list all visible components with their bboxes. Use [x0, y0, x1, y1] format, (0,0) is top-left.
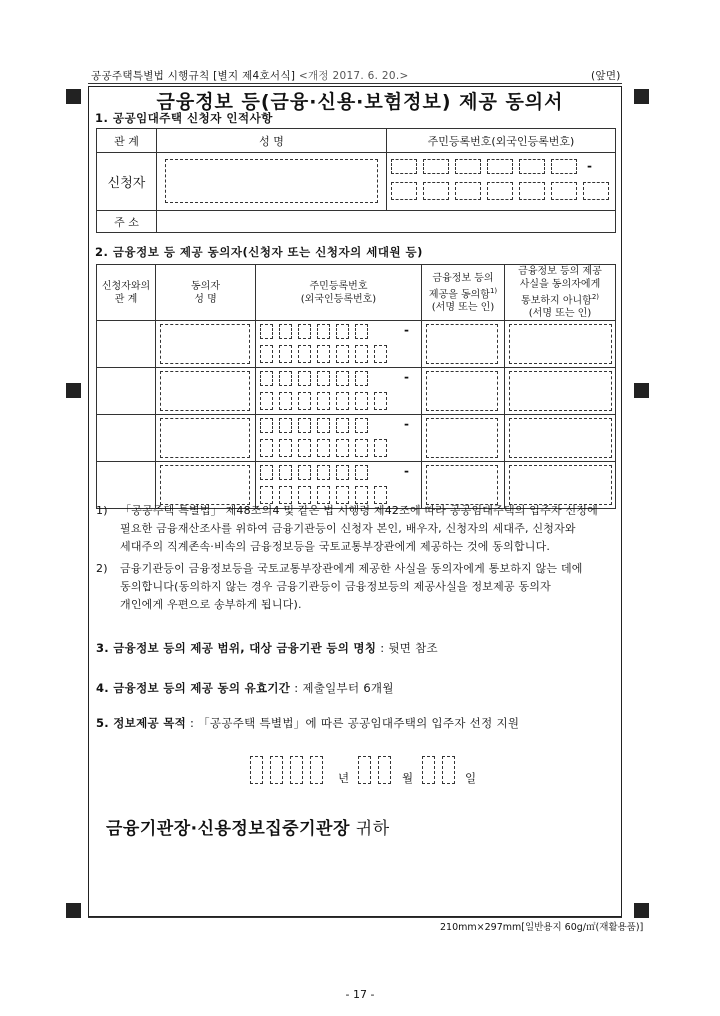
consenter-name-input[interactable]: [160, 418, 250, 458]
note-2: 2) 금융기관등이 금융정보등을 국토교통부장관에게 제공한 사실을 동의자에게 통보하지 않는 데에 동의합니다(동의하지 않는 경우 금융기관등이 금융정보등의 제공사실을 정보제공 동의자 개인에게 우편으로 송부하게 됩니다).: [96, 562, 583, 611]
registration-mark: [66, 903, 81, 918]
col-relation: 관 계: [97, 129, 157, 153]
row-applicant-label: 신청자: [97, 153, 157, 211]
col-consenter-name: 동의자 성 명: [156, 265, 256, 321]
consent-signature-box[interactable]: [426, 418, 498, 458]
consenter-rrn-back[interactable]: [260, 392, 393, 410]
consenter-name-input[interactable]: [160, 371, 250, 411]
form-reference: [91, 68, 409, 83]
consenter-row: [97, 415, 616, 462]
day-digit-box[interactable]: [422, 756, 435, 784]
col-rrn: 주민등록번호 (외국인등록번호): [256, 265, 422, 321]
rrn-dash: -: [587, 159, 592, 173]
col-consent-sign: 금융정보 등의 제공을 동의함$^{1)}$ (서명 또는 인): [422, 265, 505, 321]
form-law-reference: 공공주택특별법 시행규칙 [별지 제4호서식]: [91, 70, 296, 82]
applicant-rrn-cell: [387, 153, 616, 211]
consenter-row: [97, 368, 616, 415]
item4: 4. 금융정보 등의 제공 동의 유효기간 : 제출일부터 6개월: [96, 681, 394, 695]
page-number: - 17 -: [345, 988, 375, 1001]
notify-signature-box[interactable]: [509, 371, 612, 411]
col-relation: 신청자와의 관 계: [97, 265, 156, 321]
footer-rule: [88, 917, 622, 918]
consenter-table: [96, 264, 616, 509]
item5: 5. 정보제공 목적 : 「공공주택 특별법」에 따른 공공임대주택의 입주자 선정 지원: [96, 716, 520, 730]
registration-mark: [634, 903, 649, 918]
col-rrn: 주민등록번호(외국인등록번호): [387, 129, 616, 153]
rrn-dash: -: [404, 417, 409, 432]
section2-heading: 2. 금융정보 등 제공 동의자(신청자 또는 신청자의 세대원 등): [95, 245, 423, 259]
year-digit-box[interactable]: [270, 756, 283, 784]
applicant-name-input[interactable]: [165, 159, 378, 203]
page-side: (앞면): [591, 70, 621, 82]
address-input[interactable]: [157, 211, 616, 233]
month-label: 월: [402, 771, 414, 785]
section1-heading: 1. 공공임대주택 신청자 인적사항: [95, 111, 273, 125]
year-digit-box[interactable]: [310, 756, 323, 784]
form-title: 금융정보 등(금융·신용·보험정보) 제공 동의서: [156, 91, 564, 113]
item3: 3. 금융정보 등의 제공 범위, 대상 금융기관 등의 명칭 : 뒷면 참조: [96, 641, 438, 655]
header-rule: [88, 83, 622, 84]
col-name: 성 명: [157, 129, 387, 153]
rrn-dash: -: [404, 323, 409, 338]
day-label: 일: [465, 771, 477, 785]
applicant-name-cell: [157, 153, 387, 211]
year-label: 년: [338, 771, 350, 785]
rrn-dash: -: [404, 464, 409, 479]
year-digit-box[interactable]: [290, 756, 303, 784]
relation-input[interactable]: [97, 321, 156, 368]
consenter-rrn-front[interactable]: [260, 418, 374, 433]
consent-signature-box[interactable]: [426, 324, 498, 364]
notify-signature-box[interactable]: [509, 465, 612, 505]
relation-input[interactable]: [97, 415, 156, 462]
registration-mark: [66, 383, 81, 398]
addressee: 금융기관장·신용정보집중기관장 귀하: [106, 819, 390, 839]
consenter-name-input[interactable]: [160, 465, 250, 505]
consenter-rrn-back[interactable]: [260, 345, 393, 363]
notify-signature-box[interactable]: [509, 418, 612, 458]
col-notify-sign: 금융정보 등의 제공 사실을 동의자에게 통보하지 아니함$^{2)}$ (서명 또는 인): [505, 265, 616, 321]
year-digit-box[interactable]: [250, 756, 263, 784]
day-digit-box[interactable]: [442, 756, 455, 784]
consenter-row: [97, 321, 616, 368]
relation-input[interactable]: [97, 368, 156, 415]
consent-signature-box[interactable]: [426, 465, 498, 505]
paper-spec: 210mm×297mm[일반용지 60g/㎡(재활용품)]: [440, 922, 644, 933]
consent-signature-box[interactable]: [426, 371, 498, 411]
consenter-name-input[interactable]: [160, 324, 250, 364]
consenter-rrn-back[interactable]: [260, 439, 393, 457]
applicant-rrn-back[interactable]: [391, 182, 615, 200]
applicant-rrn-front[interactable]: [391, 159, 583, 174]
notify-signature-box[interactable]: [509, 324, 612, 364]
month-digit-box[interactable]: [378, 756, 391, 784]
consenter-rrn-front[interactable]: [260, 465, 374, 480]
rrn-dash: -: [404, 370, 409, 385]
registration-mark: [634, 383, 649, 398]
row-address-label: 주 소: [97, 211, 157, 233]
revision-date: <개정 2017. 6. 20.>: [298, 70, 409, 82]
note-1: 1) 「공공주택 특별법」 제48조의4 및 같은 법 시행령 제42조에 따라 공공임대주택의 입주자 선정에 필요한 금융재산조사를 위하여 금융기관등이 신청자 본인, 배우자, 신청자의 세대주, 신청자와 세대주의 직계존속·비속의 금융정보등을 국토교통부장관에게 제공하는 것에 동의합니다.: [96, 504, 598, 553]
month-digit-box[interactable]: [358, 756, 371, 784]
applicant-table: [96, 128, 616, 233]
consenter-rrn-front[interactable]: [260, 324, 374, 339]
consenter-rrn-front[interactable]: [260, 371, 374, 386]
